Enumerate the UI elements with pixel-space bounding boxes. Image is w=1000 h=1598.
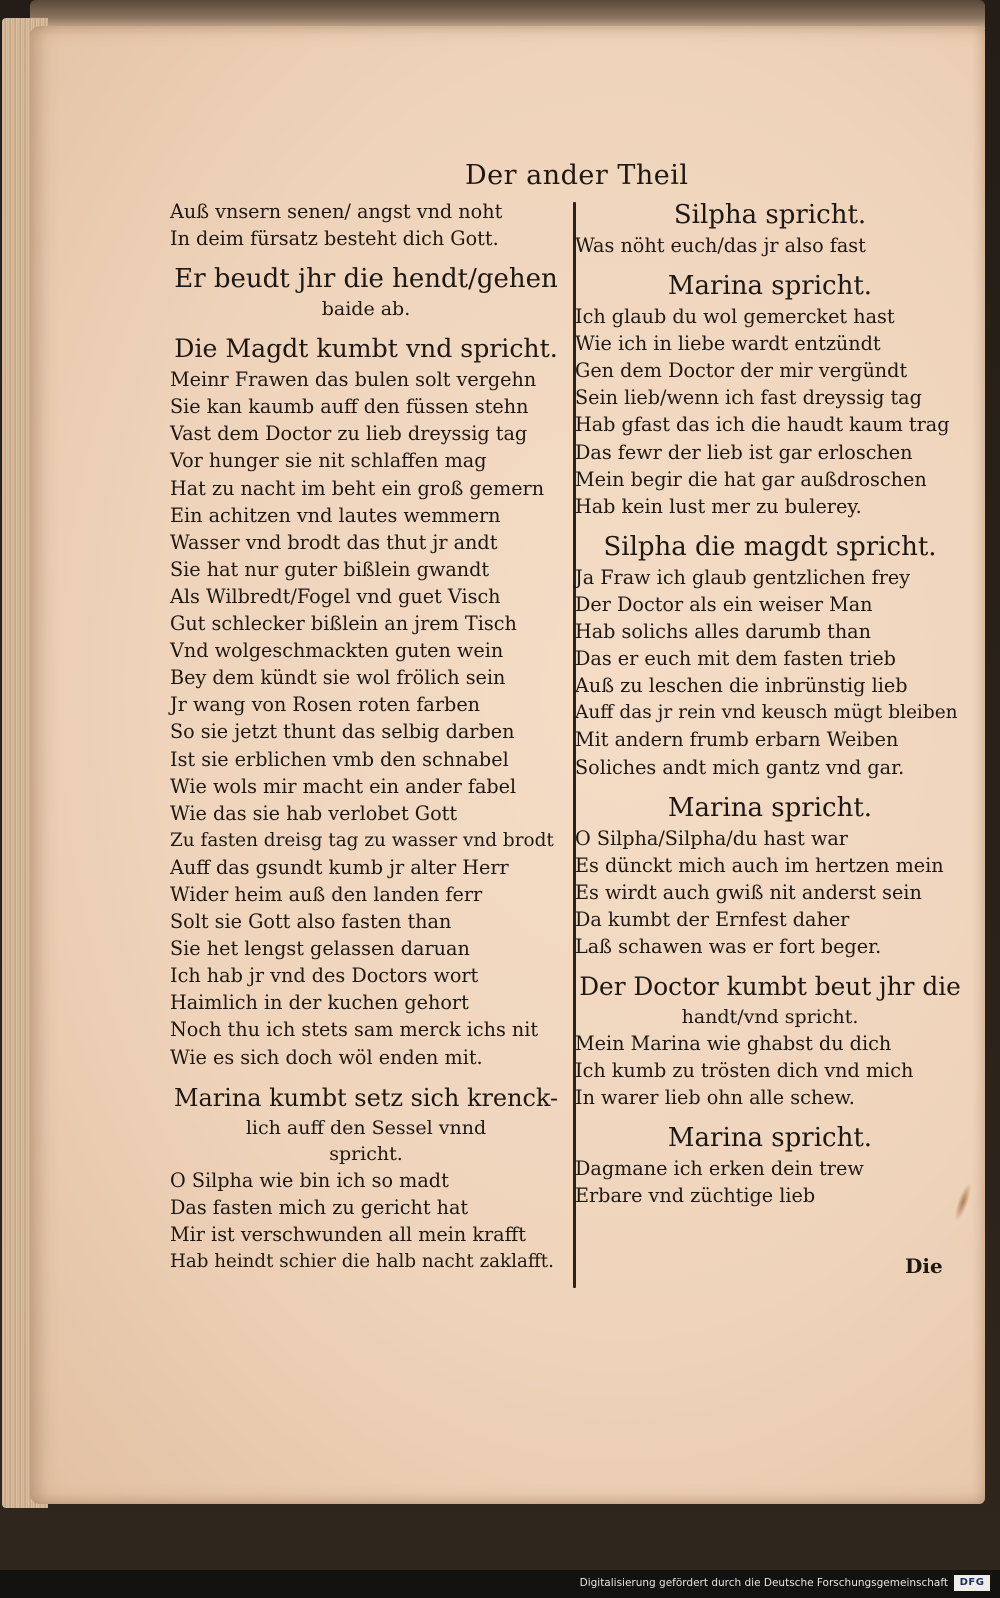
right-column [575, 198, 965, 1210]
dfg-logo: DFG [954, 1575, 990, 1591]
funding-credit: Digitalisierung gefördert durch die Deutsche Forschungsgemeinschaft [579, 1577, 948, 1589]
left-verse-line: Noch thu ich stets sam merck ichs nit [170, 1018, 539, 1042]
right-verse-line: Es dünckt mich auch im hertzen mein [575, 853, 944, 877]
right-verse-line: Das fewr der lieb ist gar erloschen [575, 440, 913, 464]
right-verse-line: Hab kein lust mer zu bulerey. [575, 494, 862, 518]
section-gap [170, 322, 562, 332]
left-verse-line: Ist sie erblichen vmb den schnabel [170, 747, 509, 771]
right-verse-line: In warer lieb ohn alle schew. [575, 1086, 855, 1110]
right-verse-line: Wie ich in liebe wardt entzündt [575, 332, 881, 356]
left-speaker-heading: Er beudt jhr die hendt/gehen [174, 264, 558, 295]
running-head: Der ander Theil [465, 160, 689, 191]
left-verse-line: In deim fürsatz besteht dich Gott. [170, 227, 499, 251]
right-verse-line: Hab solichs alles darumb than [575, 620, 871, 644]
right-speaker-heading: Marina spricht. [667, 271, 873, 302]
left-verse-line: O Silpha wie bin ich so madt [170, 1168, 449, 1192]
right-verse-line: Mein begir die hat gar außdroschen [575, 467, 927, 491]
left-speaker-heading: Marina kumbt setz sich krenck- [173, 1083, 559, 1112]
left-verse-line: Ein achitzen vnd lautes wemmern [170, 503, 501, 527]
right-speaker-heading: Marina spricht. [667, 1123, 873, 1154]
right-verse-line: Dagmane ich erken dein trew [575, 1157, 864, 1181]
left-verse-line: Wider heim auß den landen ferr [170, 882, 483, 906]
right-verse-line: Gen dem Doctor der mir vergündt [575, 359, 908, 383]
right-verse-line: Soliches andt mich gantz vnd gar. [575, 755, 905, 779]
right-verse-line: O Silpha/Silpha/du hast war [575, 826, 848, 850]
right-heading-continuation: handt/vnd spricht. [681, 1006, 859, 1029]
left-verse-line: Jr wang von Rosen roten farben [170, 693, 481, 717]
left-heading-continuation: lich auff den Sessel vnnd [245, 1116, 487, 1139]
left-verse-line: Hat zu nacht im beht ein groß gemern [170, 476, 545, 500]
left-verse-line: Haimlich in der kuchen gehort [170, 991, 469, 1015]
right-verse-line: Es wirdt auch gwiß nit anderst sein [575, 880, 922, 904]
left-heading-continuation: spricht. [329, 1142, 403, 1165]
right-verse-line: Ich glaub du wol gemercket hast [575, 305, 895, 329]
catchword: Die [905, 1254, 943, 1278]
right-verse-line: Mein Marina wie ghabst du dich [575, 1032, 892, 1056]
section-gap [170, 252, 562, 262]
left-verse-line: Wie wols mir macht ein ander fabel [170, 774, 517, 798]
section-gap [170, 1071, 562, 1081]
left-verse-line: Vnd wolgeschmackten guten wein [170, 639, 504, 663]
left-column [170, 198, 562, 1275]
left-verse-line: Wasser vnd brodt das thut jr andt [170, 530, 498, 554]
left-verse-line: Vast dem Doctor zu lieb dreyssig tag [170, 422, 528, 446]
left-verse-line: Vor hunger sie nit schlaffen mag [170, 449, 487, 473]
left-verse-line: So sie jetzt thunt das selbig darben [170, 720, 515, 744]
left-verse-line: Wie das sie hab verlobet Gott [170, 801, 458, 825]
right-speaker-heading: Silpha die magdt spricht. [603, 531, 937, 562]
right-verse-line: Auß zu leschen die inbrünstig lieb [575, 674, 908, 698]
right-speaker-heading: Silpha spricht. [673, 200, 867, 230]
right-verse-line: Was nöht euch/das jr also fast [575, 234, 866, 257]
left-verse-line: Auß vnsern senen/ angst vnd noht [170, 200, 503, 223]
section-gap [575, 520, 965, 530]
right-verse-line: Ja Fraw ich glaub gentzlichen frey [575, 565, 911, 589]
left-verse-line: Mir ist verschwunden all mein krafft [170, 1222, 526, 1246]
left-speaker-heading: Die Magdt kumbt vnd spricht. [174, 334, 558, 364]
left-verse-line: Sie kan kaumb auff den füssen stehn [170, 395, 529, 419]
left-verse-line: Bey dem kündt sie wol frölich sein [170, 666, 506, 690]
section-gap [575, 1111, 965, 1121]
right-verse-line: Erbare vnd züchtige lieb [575, 1184, 816, 1208]
left-verse-line: Auff das gsundt kumb jr alter Herr [170, 855, 509, 879]
left-verse-line: Sie hat nur guter bißlein gwandt [170, 557, 490, 581]
section-gap [575, 960, 965, 970]
left-verse-line: Als Wilbredt/Fogel vnd guet Visch [170, 584, 501, 608]
left-verse-line: Sie het lengst gelassen daruan [170, 937, 470, 961]
right-speaker-heading: Marina spricht. [667, 792, 873, 823]
left-verse-line: Ich hab jr vnd des Doctors wort [170, 964, 479, 988]
right-verse-line: Das er euch mit dem fasten trieb [575, 647, 896, 671]
left-verse-line: Solt sie Gott also fasten than [170, 910, 452, 934]
right-verse-line: Laß schawen was er fort beger. [575, 934, 882, 958]
left-verse-line: Zu fasten dreisg tag zu wasser vnd brodt [170, 829, 554, 851]
right-speaker-heading: Der Doctor kumbt beut jhr die [579, 972, 961, 1002]
right-verse-line: Ich kumb zu trösten dich vnd mich [575, 1059, 914, 1083]
left-verse-line: Gut schlecker bißlein an jrem Tisch [170, 612, 517, 636]
right-verse-line: Sein lieb/wenn ich fast dreyssig tag [575, 386, 922, 410]
footer-bar [0, 1570, 1000, 1598]
right-verse-line: Der Doctor als ein weiser Man [575, 592, 873, 616]
right-verse-line: Da kumbt der Ernfest daher [575, 907, 850, 931]
right-verse-line: Hab gfast das ich die haudt kaum trag [575, 413, 950, 437]
right-verse-line: Mit andern frumb erbarn Weiben [575, 728, 899, 752]
left-verse-line: Das fasten mich zu gericht hat [170, 1195, 469, 1219]
right-verse-line: Auff das jr rein vnd keusch mügt bleiben [575, 702, 958, 724]
section-gap [575, 259, 965, 269]
section-gap [575, 781, 965, 791]
left-verse-line: Hab heindt schier die halb nacht zaklafft. [170, 1250, 554, 1272]
left-verse-line: Wie es sich doch wöl enden mit. [170, 1045, 483, 1069]
left-verse-line: Meinr Frawen das bulen solt vergehn [170, 368, 537, 392]
left-heading-continuation: baide ab. [321, 298, 411, 321]
